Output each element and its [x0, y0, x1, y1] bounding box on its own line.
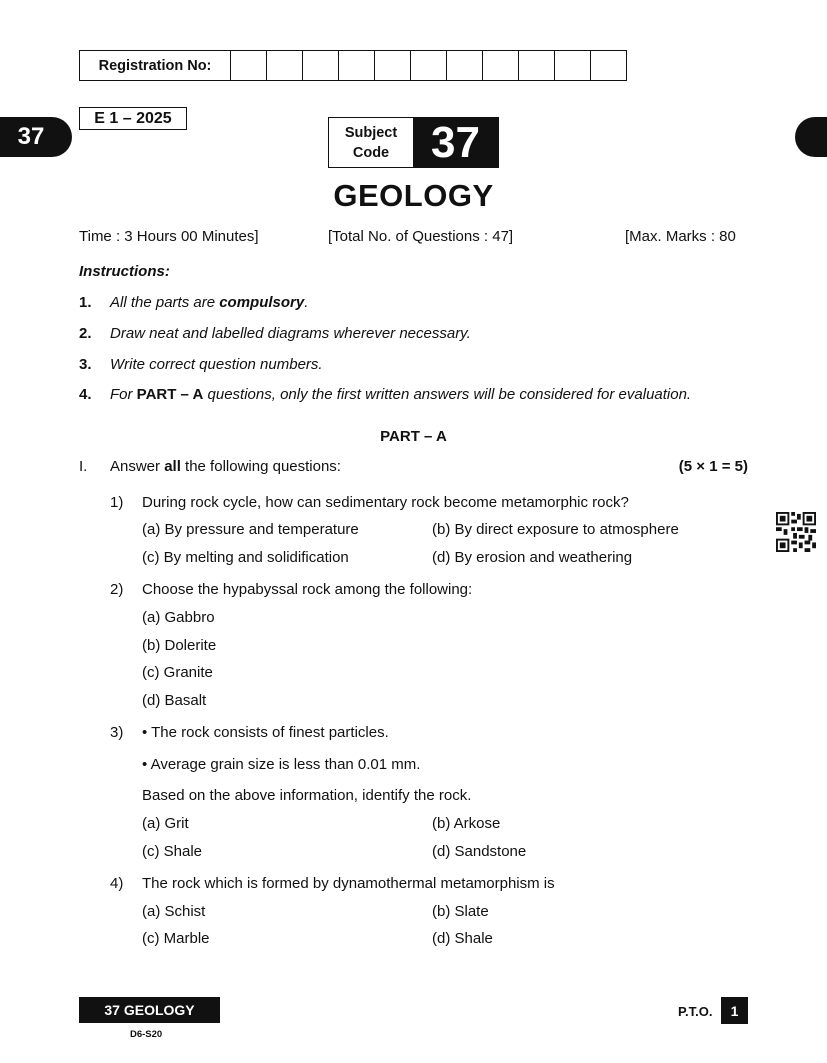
instructions-heading: Instructions:	[79, 263, 170, 280]
total-questions-info: [Total No. of Questions : 47]	[328, 228, 514, 245]
question-number: 2)	[110, 581, 124, 598]
page-title: GEOLOGY	[333, 178, 494, 213]
option: (b) Dolerite	[142, 637, 217, 654]
page-number: 1	[721, 997, 748, 1024]
registration-cell[interactable]	[483, 51, 519, 80]
question-number: 1)	[110, 494, 124, 511]
registration-cell[interactable]	[303, 51, 339, 80]
instruction-text: All the parts are compulsory.	[110, 294, 309, 311]
registration-cell[interactable]	[231, 51, 267, 80]
instruction-number: 4.	[79, 386, 92, 403]
section-instruction: Answer all the following questions:	[110, 458, 341, 475]
pto-label: P.T.O.	[678, 1004, 713, 1019]
subject-code-box	[328, 117, 499, 168]
question-text: Based on the above information, identify the rock.	[142, 787, 472, 804]
registration-cell[interactable]	[267, 51, 303, 80]
option: (a) Gabbro	[142, 609, 215, 626]
question-number: 3)	[110, 724, 124, 741]
option: (a) By pressure and temperature	[142, 521, 359, 538]
max-marks-info: [Max. Marks : 80	[625, 228, 736, 245]
option: (c) Marble	[142, 930, 210, 947]
question-bullet: • The rock consists of finest particles.	[142, 724, 389, 741]
option: (b) Arkose	[432, 815, 501, 832]
subject-label-line2: Code	[352, 144, 390, 161]
option: (d) Basalt	[142, 692, 207, 709]
registration-cell[interactable]	[519, 51, 555, 80]
question-number: 4)	[110, 875, 124, 892]
side-tab-right	[795, 117, 827, 157]
qr-code-icon	[776, 512, 816, 552]
part-a-heading: PART – A	[380, 428, 447, 445]
subject-code-label	[329, 118, 413, 167]
registration-cell[interactable]	[339, 51, 375, 80]
question-bullet: • Average grain size is less than 0.01 mm.	[142, 756, 421, 773]
option: (b) Slate	[432, 903, 489, 920]
instruction-text: Write correct question numbers.	[110, 356, 323, 373]
registration-cell[interactable]	[411, 51, 447, 80]
question-text: The rock which is formed by dynamothermal metamorphism is	[142, 875, 555, 892]
option: (c) Shale	[142, 843, 203, 860]
instruction-text: For PART – A questions, only the first written answers will be considered for evaluation.	[110, 386, 692, 403]
instruction-number: 3.	[79, 356, 92, 373]
side-number-tab: 37	[0, 117, 72, 157]
registration-box	[79, 50, 627, 81]
instruction-text: Draw neat and labelled diagrams wherever necessary.	[110, 325, 471, 342]
registration-cell[interactable]	[375, 51, 411, 80]
exam-code: E 1 – 2025	[79, 107, 187, 130]
instruction-number: 2.	[79, 325, 92, 342]
registration-cell[interactable]	[591, 51, 626, 80]
option: (d) Sandstone	[432, 843, 527, 860]
section-marks: (5 × 1 = 5)	[678, 458, 748, 475]
option: (a) Grit	[142, 815, 189, 832]
time-info: Time : 3 Hours 00 Minutes]	[79, 228, 259, 245]
subject-code-number: 37	[413, 118, 498, 167]
registration-cell[interactable]	[555, 51, 591, 80]
option: (a) Schist	[142, 903, 206, 920]
option: (c) Granite	[142, 664, 213, 681]
registration-label: Registration No:	[80, 51, 231, 80]
option: (b) By direct exposure to atmosphere	[432, 521, 679, 538]
footer-code: D6-S20	[130, 1029, 163, 1040]
footer-subject-tag: 37 GEOLOGY	[79, 997, 220, 1023]
option: (c) By melting and solidification	[142, 549, 349, 566]
option: (d) By erosion and weathering	[432, 549, 633, 566]
question-text: During rock cycle, how can sedimentary rock become metamorphic rock?	[142, 494, 629, 511]
question-text: Choose the hypabyssal rock among the following:	[142, 581, 473, 598]
option: (d) Shale	[432, 930, 493, 947]
section-number: I.	[79, 458, 88, 475]
subject-label-line1: Subject	[344, 124, 398, 141]
registration-cell[interactable]	[447, 51, 483, 80]
instruction-number: 1.	[79, 294, 92, 311]
